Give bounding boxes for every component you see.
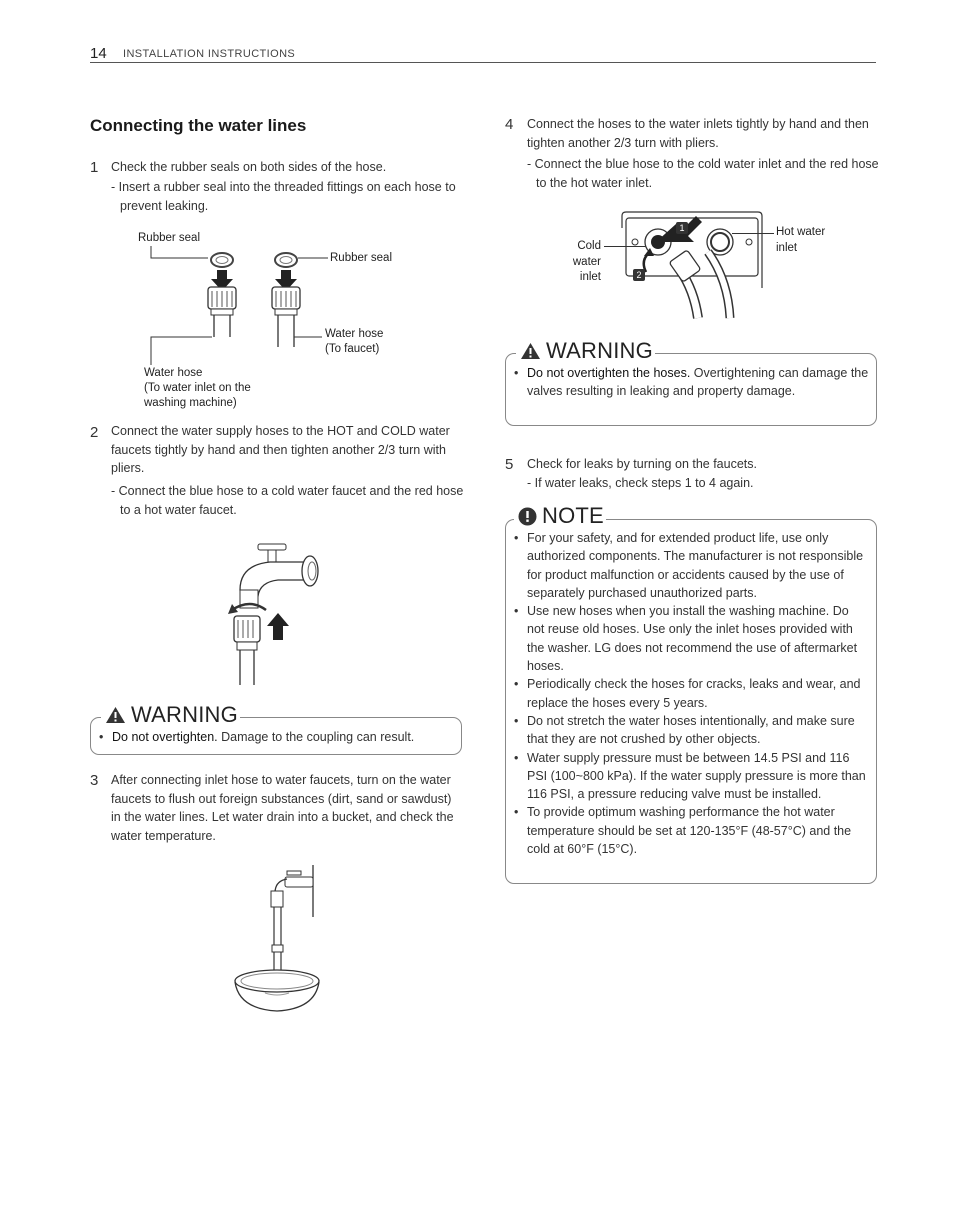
note-item-4 <box>514 712 868 749</box>
note-item-3 <box>514 675 868 712</box>
exclamation-circle-icon <box>518 507 537 526</box>
step-1-number: 1 <box>90 159 99 176</box>
section-title: Connecting the water lines <box>90 116 307 135</box>
water-inlet-illustration <box>618 210 778 320</box>
step-2-text: Connect the water supply hoses to the HOT and COLD water faucets tightly by hand and then tighten another 2/3 turn with pliers. <box>111 424 450 476</box>
step-4-text: Connect the hoses to the water inlets tightly by hand and then tighten another 2/3 turn with pliers. <box>527 117 869 150</box>
cold-label-line3: inlet <box>579 271 601 283</box>
note-item-4-text: Do not stretch the water hoses intentionally, and make sure that they are not crushed by other objects. <box>527 713 855 747</box>
note-list <box>514 529 868 858</box>
water-hose-machine-line3: washing machine) <box>144 397 237 409</box>
cold-label-line1: Cold <box>577 240 601 252</box>
step-1-sub: - Insert a rubber seal into the threaded fittings on each hose to prevent leaking. <box>111 180 456 213</box>
step-2-sub: - Connect the blue hose to a cold water faucet and the red hose to a hot water faucet. <box>111 484 464 517</box>
warning-1-text: Damage to the coupling can result. <box>217 730 415 744</box>
rubber-seal-left-label: Rubber seal <box>138 232 201 244</box>
note-item-5-text: Water supply pressure must be between 14.5 PSI and 116 PSI (100~800 kPa). If the water supply pressure is more than 116 PSI, a pressure reducing valve must be installed. <box>527 750 866 802</box>
page-number: 14 <box>90 45 107 62</box>
note-title <box>514 505 606 527</box>
bullet: • <box>514 750 519 765</box>
step-3-text: After connecting inlet hose to water faucets, turn on the water faucets to flush out foreign substances (dirt, sand or sawdust) in the water lines. Let water drain into a bucket, and check the water temperature. <box>111 773 454 843</box>
warning-1-title <box>101 704 240 726</box>
note-item-6 <box>514 803 868 858</box>
water-hose-faucet-line2: (To faucet) <box>325 343 380 355</box>
step-2-number: 2 <box>90 424 99 441</box>
bullet: • <box>514 366 519 380</box>
page-header-title: INSTALLATION INSTRUCTIONS <box>123 48 296 60</box>
warning-1-item <box>99 728 462 746</box>
warning-box-2 <box>505 353 877 426</box>
rubber-seal-right-label: Rubber seal <box>330 252 393 264</box>
step-5-text: Check for leaks by turning on the faucets. <box>527 457 757 471</box>
warning-2-text: Overtightening can damage the valves resulting in leaking and property damage. <box>527 366 869 399</box>
water-hose-machine-line2: (To water inlet on the <box>144 382 251 394</box>
warning-2-bold: Do not overtighten the hoses. <box>527 366 691 380</box>
warning-icon <box>105 706 126 724</box>
header-rule <box>90 62 876 63</box>
note-item-3-text: Periodically check the hoses for cracks, leaks and wear, and replace the hoses every 5 years. <box>527 677 861 710</box>
cold-water-inlet-label <box>560 239 601 286</box>
step-badge-1: 1 <box>676 222 688 234</box>
water-hose-machine-line1: Water hose <box>144 367 203 379</box>
rubber-seal-figure <box>90 225 460 415</box>
step-1-text: Check the rubber seals on both sides of the hose. <box>111 160 387 174</box>
step-5-number: 5 <box>505 456 514 473</box>
water-hose-faucet-label <box>325 327 383 357</box>
note-item-6-text: To provide optimum washing performance the hot water temperature should be set at 120-135°F (48-57°C) and the cold at 60°F (15°C). <box>527 805 852 857</box>
step-3-number: 3 <box>90 772 99 789</box>
faucet-illustration <box>220 540 330 690</box>
warning-1-bold: Do not overtighten. <box>112 730 218 744</box>
step-badge-2: 2 <box>633 269 645 281</box>
bullet: • <box>514 531 519 545</box>
note-item-2-text: Use new hoses when you install the washing machine. Do not reuse old hoses. Use only the inlet hoses provided with the washer. LG does not recommend the use of aftermarket hoses. <box>527 604 858 674</box>
step-4-sub: - Connect the blue hose to the cold water inlet and the red hose to the hot water inlet. <box>527 157 879 190</box>
bullet: • <box>99 730 104 744</box>
warning-2-title <box>516 340 655 362</box>
cold-inlet-leader <box>604 246 646 247</box>
warning-2-title-text: WARNING <box>546 338 653 363</box>
warning-1-title-text: WARNING <box>131 702 238 727</box>
note-item-1 <box>514 529 868 602</box>
bullet: • <box>514 604 519 619</box>
note-item-5 <box>514 749 868 804</box>
step-5-sub: - If water leaks, check steps 1 to 4 again. <box>527 476 754 490</box>
hot-label-line1: Hot water <box>776 226 826 238</box>
water-hose-faucet-line1: Water hose <box>325 328 384 340</box>
bullet: • <box>514 677 519 692</box>
note-title-text: NOTE <box>542 503 604 528</box>
hot-label-line2: inlet <box>776 241 798 254</box>
cold-label-line2: water <box>572 255 601 268</box>
note-box <box>505 519 877 884</box>
warning-icon <box>520 342 541 360</box>
hot-inlet-leader <box>732 233 774 234</box>
bucket-drain-illustration <box>225 865 335 1015</box>
step-4-number: 4 <box>505 116 514 133</box>
hot-water-inlet-label <box>776 225 825 256</box>
note-item-2 <box>514 602 868 675</box>
note-item-1-text: For your safety, and for extended product life, use only authorized components. The manufacturer is not responsible for product malfunction or accidents caused by the use of separately purchased unauthorized parts. <box>527 531 864 600</box>
bullet: • <box>514 713 519 728</box>
water-hose-machine-label <box>144 366 251 411</box>
bullet: • <box>514 805 519 820</box>
warning-2-item <box>514 364 872 401</box>
